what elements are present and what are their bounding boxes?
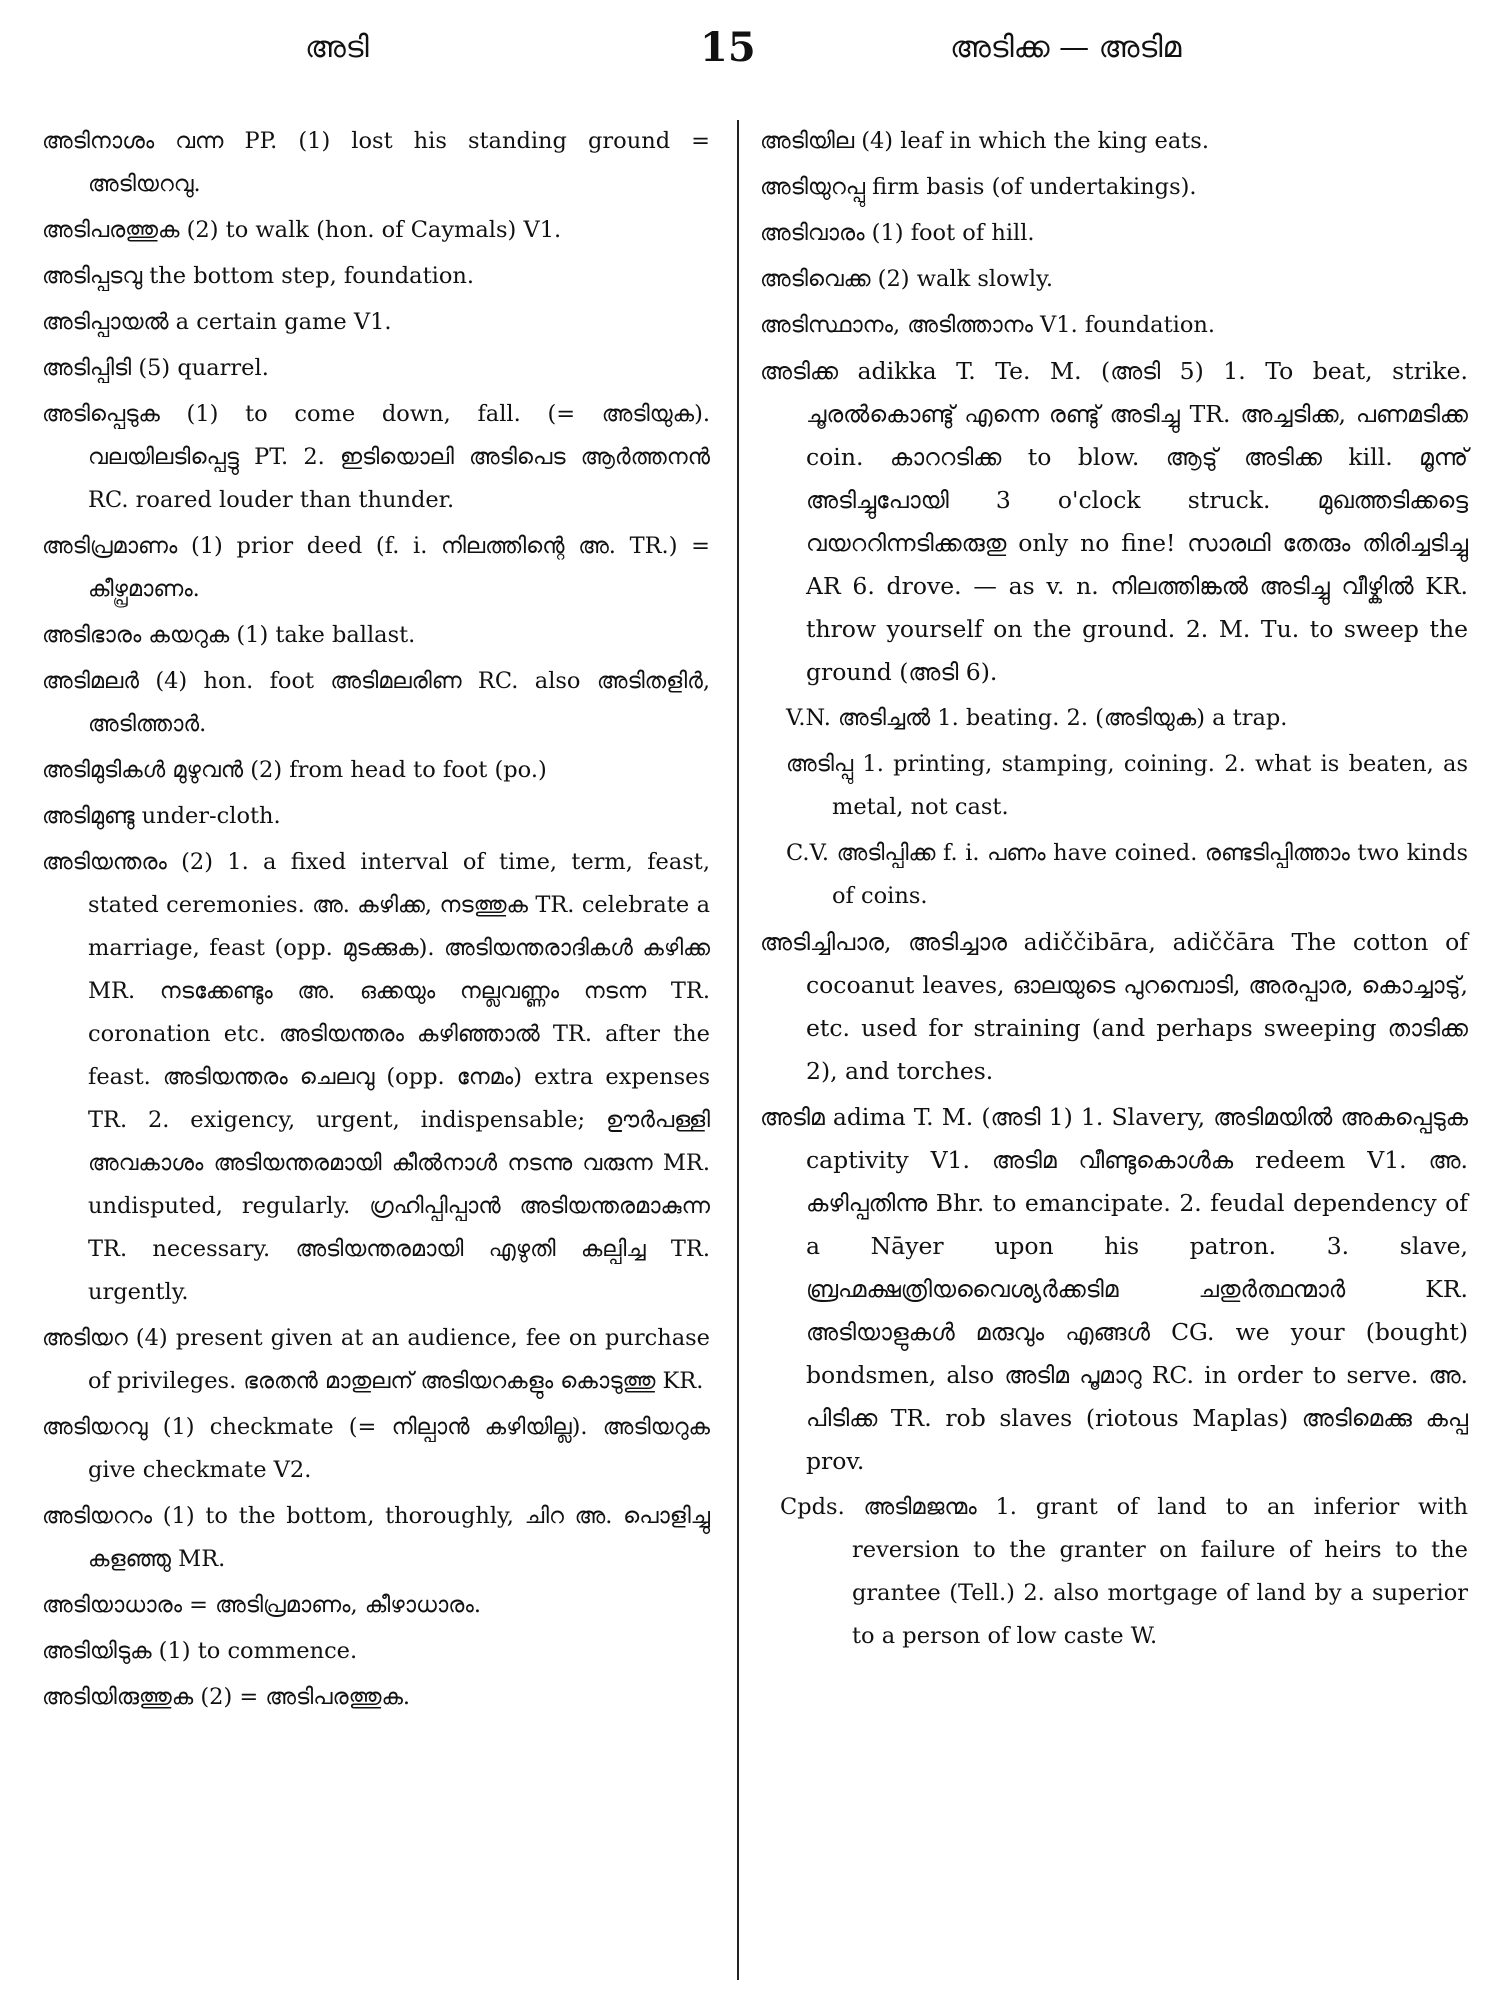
dictionary-entry: അടിസ്ഥാനം, അടിത്താനം V1. foundation. [760, 312, 1216, 338]
dictionary-entry: അടിപ്രമാണം (1) prior deed (f. i. നിലത്തിന്റെ അ. TR.) = കീഴ്പ്രമാണം. [42, 533, 710, 602]
page-header [0, 24, 1500, 80]
dictionary-entry: അടിപ്പെടുക (1) to come down, fall. (= അടിയുക). വലയിലടിപ്പെട്ടു PT. 2. ഇടിയൊലി അടിപെട ആർത്തനൻ RC. roared louder than thunder. [42, 401, 710, 513]
headword-entry-adiccibara: അടിച്ചിപാര, അടിച്ചാര adiččibāra, adiččāra The cotton of cocoanut leaves, ഓലയുടെ പുറമ്പൊടി, അരപ്പാര, കൊച്ചാടു്, etc. used for straining (and perhaps sweeping താടിക്ക 2), and torches. [760, 928, 1468, 1085]
dictionary-entry: അടിപ്പായൽ a certain game V1. [42, 309, 392, 335]
dictionary-entry: അടിവാരം (1) foot of hill. [760, 220, 1035, 246]
dictionary-entry: അടിയറ (4) present given at an audience, fee on purchase of privileges. ഭരതൻ മാതുലന് അടിയറകളും കൊടുത്തു KR. [42, 1325, 710, 1394]
dictionary-entry: അടിമുടികൾ മുഴുവൻ (2) from head to foot (po.) [42, 757, 547, 783]
column-divider [737, 120, 739, 1980]
dictionary-entry: അടിപരത്തുക (2) to walk (hon. of Caymals) V1. [42, 217, 562, 243]
dictionary-entry: അടിയിരുത്തുക (2) = അടിപരത്തുക. [42, 1684, 411, 1710]
dictionary-entry: അടിനാശം വന്ന PP. (1) lost his standing ground = അടിയറവു. [42, 128, 710, 197]
dictionary-entry: അടിമുണ്ടു under-cloth. [42, 803, 281, 829]
dictionary-entry: അടിഭാരം കയറുക (1) take ballast. [42, 622, 416, 648]
dictionary-entry: അടിയന്തരം (2) 1. a fixed interval of time, term, feast, stated ceremonies. അ. കഴിക്ക, നടത്തുക TR. celebrate a marriage, feast (opp. മുടക്കുക). അടിയന്തരാദികൾ കഴിക്ക MR. നടക്കേണ്ടും അ. ഒക്കയും നല്ലവണ്ണം നടന്ന TR. coronation etc. അടിയന്തരം കഴിഞ്ഞാൽ TR. after the feast. അടിയന്തരം ചെലവു (opp. നേമം) extra expenses TR. 2. exigency, urgent, indispensable; ഊർപള്ളി അവകാശം അടിയന്തരമായി കീൽനാൾ നടന്നു വരുന്ന MR. undisputed, regularly. ഗ്രഹിപ്പിപ്പാൻ അടിയന്തരമാകുന്ന TR. necessary. അടിയന്തരമായി എഴുതി കല്പിച്ച TR. urgently. [42, 849, 710, 1305]
header-left-guide-word: അടി [305, 30, 369, 65]
sub-entry-verbal-noun: V.N. അടിച്ചൽ 1. beating. 2. (അടിയുക) a trap. [786, 705, 1288, 731]
dictionary-entry: അടിയറവു (1) checkmate (= നില്പാൻ കഴിയില്ല). അടിയറുക give checkmate V2. [42, 1414, 710, 1483]
sub-entry-adippu: അടിപ്പു 1. printing, stamping, coining. 2. what is beaten, as metal, not cast. [786, 751, 1468, 820]
dictionary-entry: അടിവെക്ക (2) walk slowly. [760, 266, 1053, 292]
header-right-guide-word: അടിക്ക — അടിമ [950, 30, 1182, 65]
dictionary-entry: അടിയുറപ്പു firm basis (of undertakings). [760, 174, 1197, 200]
dictionary-entry: അടിമലർ (4) hon. foot അടിമലരിണ RC. also അടിതളിർ, അടിത്താർ. [42, 668, 710, 737]
dictionary-entry: അടിയററം (1) to the bottom, thoroughly, ചിറ അ. പൊളിച്ചു കളഞ്ഞു MR. [42, 1503, 710, 1572]
headword-entry-adikka: അടിക്ക adikka T. Te. M. (അടി 5) 1. To beat, strike. ചൂരൽകൊണ്ടു് എന്നെ രണ്ടു് അടിച്ചു TR. അച്ചടിക്ക, പണമടിക്ക coin. കാററടിക്ക to blow. ആടു് അടിക്ക kill. മൂന്നു് അടിച്ചുപോയി 3 o'clock struck. മുഖത്തടിക്കട്ടെ വയററിന്നടിക്കരുതു only no fine! സാരഥി തേരും തിരിച്ചടിച്ചു AR 6. drove. — as v. n. നിലത്തിങ്കൽ അടിച്ചു വീഴ്കിൽ KR. throw yourself on the ground. 2. M. Tu. to sweep the ground (അടി 6). [760, 357, 1468, 686]
dictionary-entry: അടിയില (4) leaf in which the king eats. [760, 128, 1210, 154]
dictionary-entry: അടിയിടുക (1) to commence. [42, 1638, 358, 1664]
dictionary-entry: അടിപ്പടവു the bottom step, foundation. [42, 263, 475, 289]
headword-entry-adima: അടിമ adima T. M. (അടി 1) 1. Slavery, അടിമയിൽ അകപ്പെടുക captivity V1. അടിമ വീണ്ടുകൊൾക redeem V1. അ. കഴിപ്പതിന്നു Bhr. to emancipate. 2. feudal dependency of a Nāyer upon his patron. 3. slave, ബ്രഹ്മക്ഷത്രിയവൈശ്യർക്കടിമ ചതുർത്ഥന്മാർ KR. അടിയാളുകൾ മരുവും എങ്ങൾ CG. we your (bought) bondsmen, also അടിമ പൂമാറു RC. in order to serve. അ. പിടിക്ക TR. rob slaves (riotous Maplas) അടിമെക്കു കപ്പ prov. [760, 1103, 1468, 1475]
dictionary-entry: അടിപ്പിടി (5) quarrel. [42, 355, 269, 381]
right-column [760, 120, 1468, 1661]
compounds-entry: Cpds. അടിമജന്മം 1. grant of land to an inferior with reversion to the granter on failure of heirs to the grantee (Tell.) 2. also mortgage of land by a superior to a person of low caste W. [780, 1494, 1468, 1649]
page-number: 15 [700, 24, 756, 71]
dictionary-entry: അടിയാധാരം = അടിപ്രമാണം, കീഴാധാരം. [42, 1592, 481, 1618]
left-column [42, 120, 710, 1722]
sub-entry-causal-verb: C.V. അടിപ്പിക്ക f. i. പണം have coined. രണ്ടടിപ്പിത്താം two kinds of coins. [786, 840, 1468, 909]
